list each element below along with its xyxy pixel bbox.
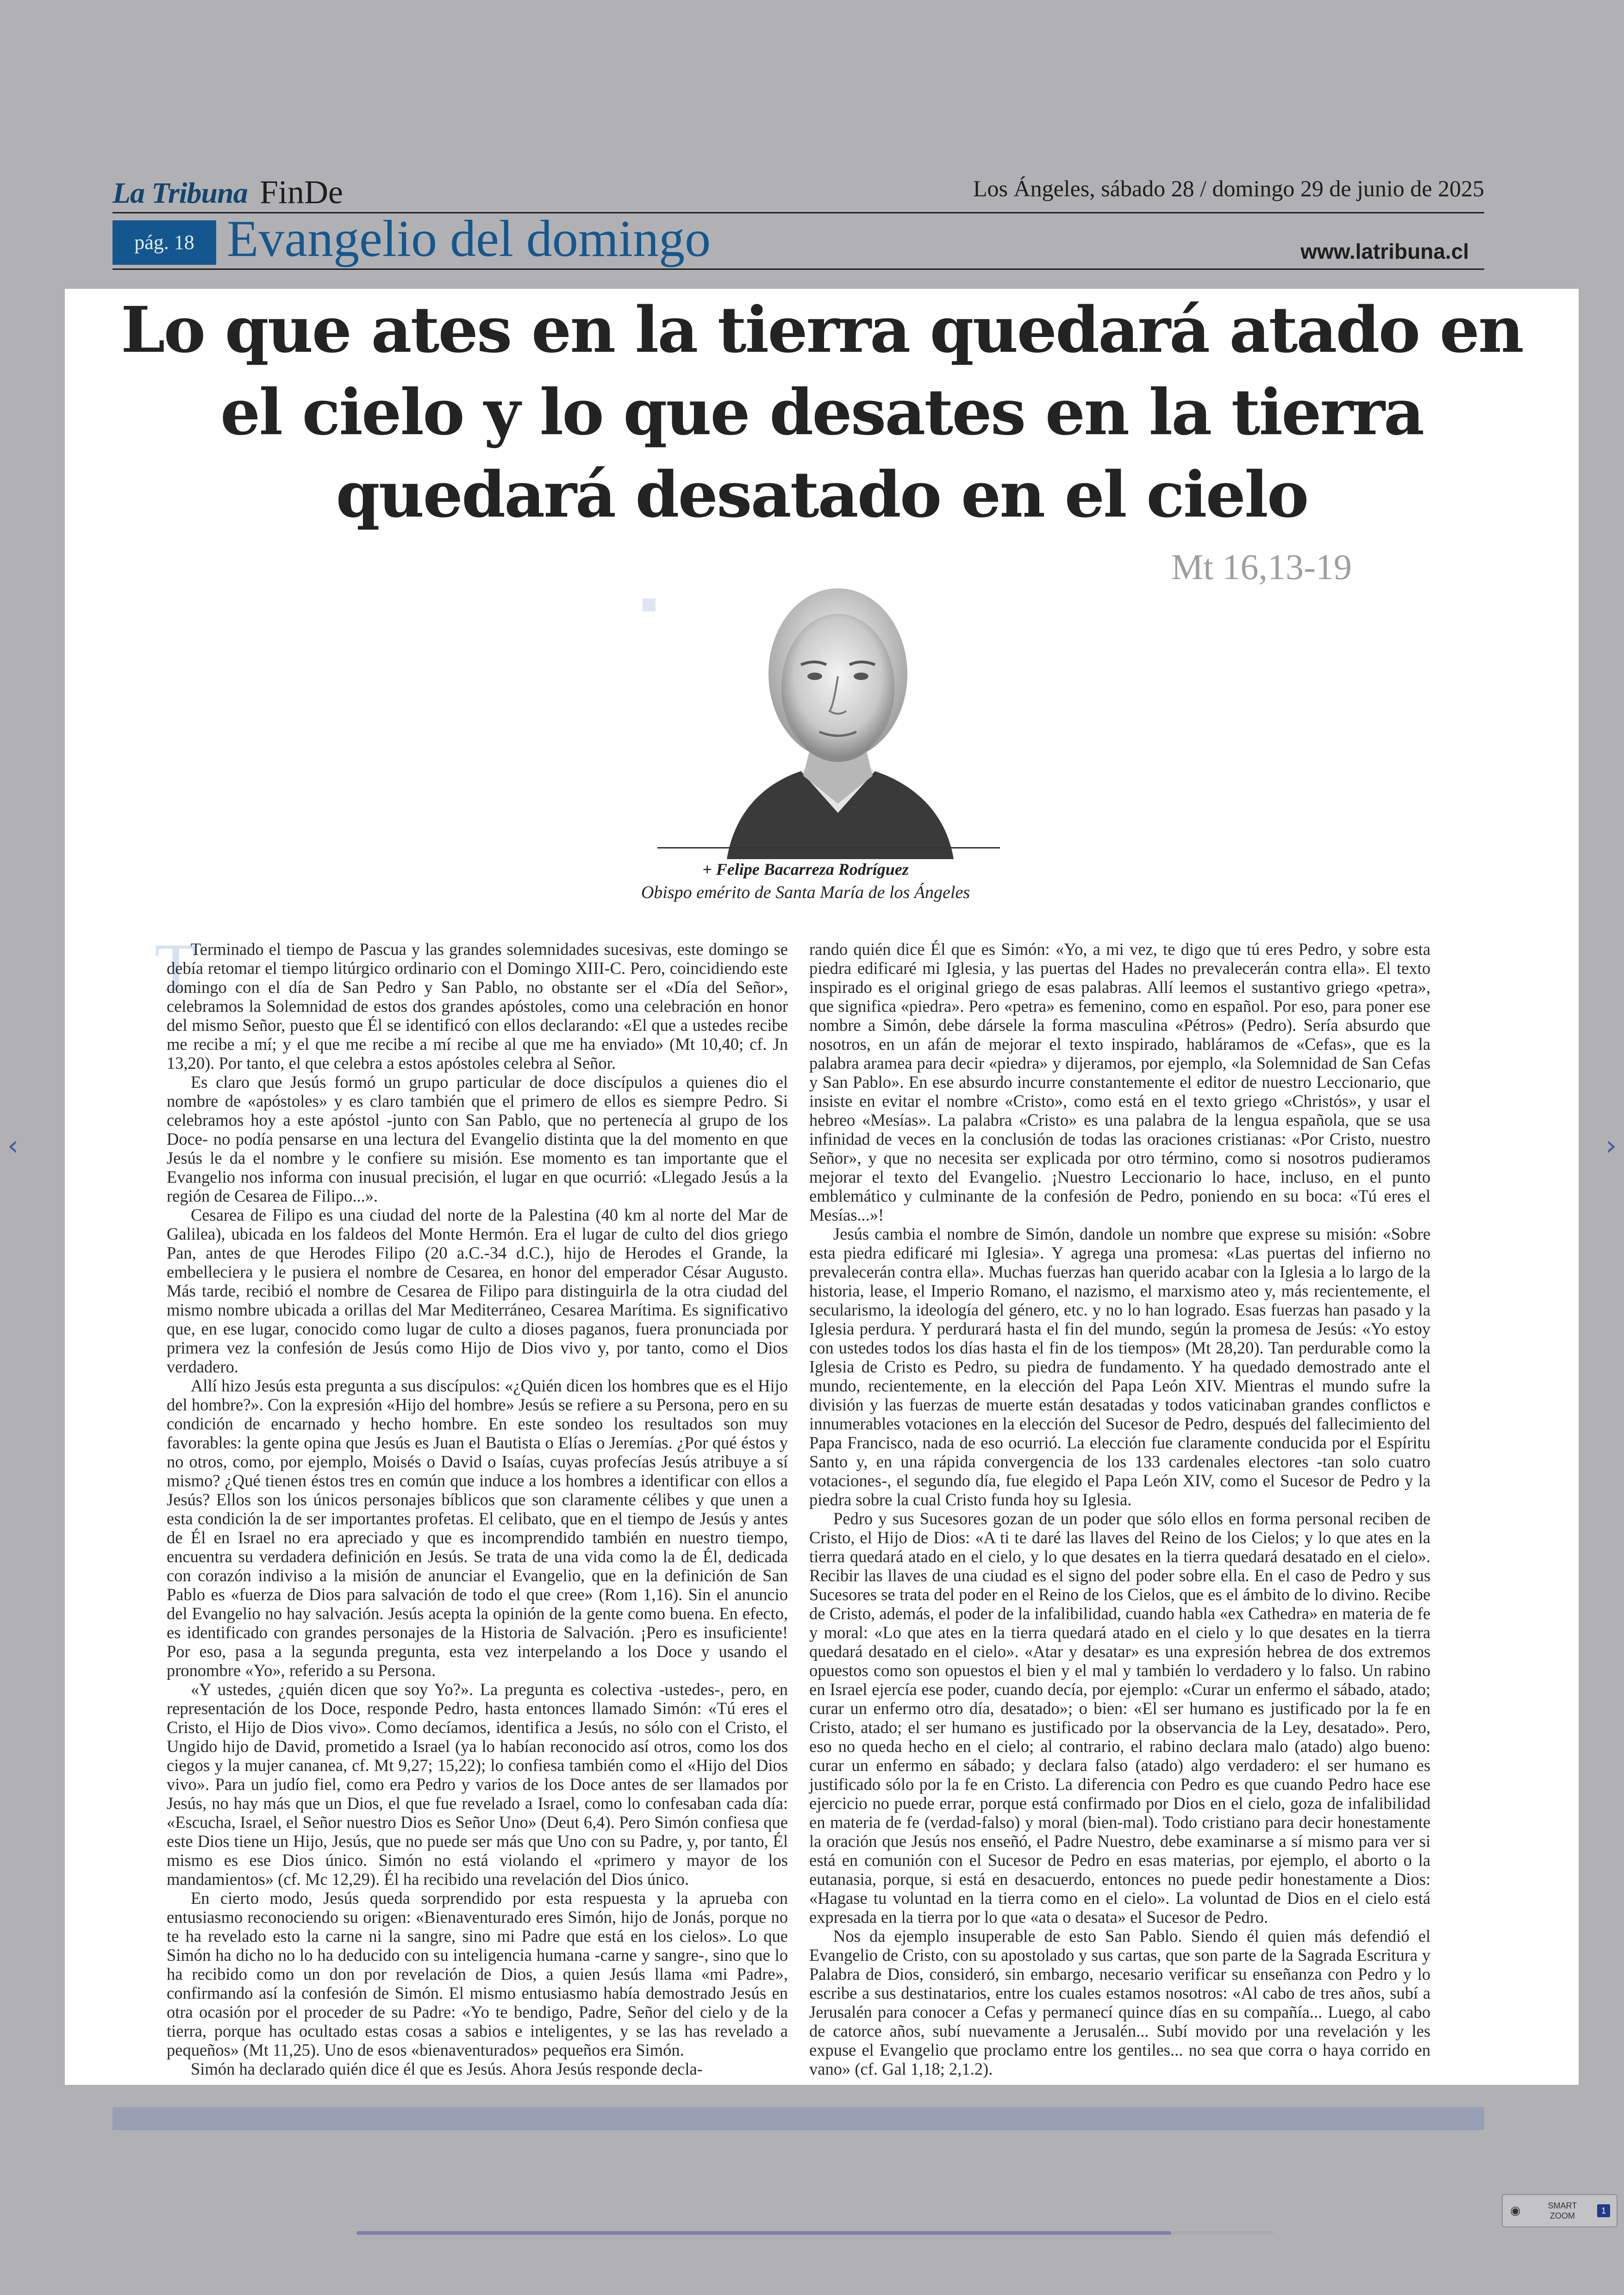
article-paragraph: Es claro que Jesús formó un grupo particular de doce discípulos a quienes dio el nombre de «apóstoles» y es claro también que el primero de ellos es siempre Pedro. Si celebramos hoy a este apóstol -junto con San Pablo, que no pertenecía al grupo de los Doce- no podía pensarse en una lectura del Evangelio distinta que la del momento en que Jesús le da el nombre y le confiere su misión. Ese momento es tan importante que el Evangelio nos informa con inusual precisión, el lugar en que ocurrió: «Llegado Jesús a la región de Cesarea de Filipo...». — [167, 1073, 788, 1205]
supplement-name: FinDe — [260, 174, 343, 211]
masthead — [112, 171, 1484, 213]
newspaper-logo: La Tribuna — [112, 176, 248, 209]
page-number-tag: pág. 18 — [112, 220, 216, 265]
horizontal-scrollbar-thumb[interactable] — [356, 2231, 1171, 2235]
website-url: www.latribuna.cl — [1300, 239, 1469, 263]
author-portrait — [685, 572, 991, 859]
article-paragraph: En cierto modo, Jesús queda sorprendido por esta respuesta y la aprueba con entusiasmo reconociendo su origen: «Bienaventurado eres Simón, hijo de Jonás, porque no te ha revelado esto la carne ni la sangre, sino mi Padre que está en los cielos». Lo que Simón ha dicho no lo ha deducido con su inteligencia humana -carne y sangre-, sino que lo ha recibido como un don por revelación de Dios, a quien Jesús llama «mi Padre», confirmando así la confesión de Simón. El mismo entusiasmo había demostrado Jesús en otra ocasión por el proceder de su Padre: «Yo te bendigo, Padre, Señor del cielo y de la tierra, porque has ocultado estas cosas a sabios e inteligentes, y se las has revelado a pequeños» (Mt 11,25). Uno de esos «bienaventurados» pequeños era Simón. — [167, 1889, 788, 2059]
smart-zoom-label: SMART ZOOM — [1548, 2201, 1577, 2220]
article-paragraph: Pedro y sus Sucesores gozan de un poder que sólo ellos en forma personal reciben de Cristo, el Hijo de Dios: «A ti te daré las llaves del Reino de los Cielos; y lo que ates en la tierra quedará atado en el cielo, y lo que desates en la tierra quedará desatado en el cielo». Recibir las llaves de una ciudad es el signo del poder sobre ella. En el caso de Pedro y sus Sucesores se trata del poder en el Reino de los Cielos, que es el ámbito de lo divino. Recibe de Cristo, además, el poder de la infalibilidad, cuando habla «ex Cathedra» en materia de fe y moral: «Lo que ates en la tierra quedará atado en el cielo y lo que desates en la tierra quedará desatado en el cielo». «Atar y desatar» es una expresión hebrea de dos extremos opuestos como son opuestos el bien y el mal y también lo verdadero y lo falso. Un rabino en Israel ejercía ese poder, cuando decía, por ejemplo: «Curar un enfermo el sábado, atado; curar un enfermo otro día, desatado»; o bien: «El ser humano es justificado por la fe en Cristo, atado; el ser humano es justificado por la observancia de la Ley, desatado». Pero, eso no queda hecho en el cielo; al contrario, el rabino declara malo (atado) algo bueno: curar un enfermo en sábado; y declara falso (atado) algo verdadero: el ser humano es justificado sólo por la fe en Cristo. La diferencia con Pedro es que cuando Pedro hace ese ejercicio no puede errar, porque está confirmado por Dios en el cielo, goza de infalibilidad en materia de fe (verdad-falso) y moral (bien-mal). Todo cristiano para decir honestamente la oración que Jesús nos enseñó, el Padre Nuestro, debe examinarse a sí mismo para ver si está en comunión con el Sucesor de Pedro en esas materias, por ejemplo, el aborto o la eutanasia, porque, si está en desacuerdo, entonces no puede pedir honestamente a Dios: «Hagase tu voluntad en la tierra como en el cielo». La voluntad de Dios en el cielo está expresada en la tierra por lo que «ata o desata» el Sucesor de Pedro. — [809, 1509, 1430, 1927]
chevron-right-icon[interactable]: › — [1605, 1129, 1617, 1162]
article-column-right — [809, 940, 1430, 2078]
article-paragraph: «Y ustedes, ¿quién dicen que soy Yo?». La pregunta es colectiva -ustedes-, pero, en representación de los Doce, responde Pedro, hasta entonces llamado Simón: «Tú eres el Cristo, el Hijo de Dios vivo». Como decíamos, identifica a Jesús, no sólo con el Cristo, el Ungido hijo de David, prometido a Israel (ya lo habían reconocido así otros, como los dos ciegos y la mujer cananea, cf. Mt 9,27; 15,22); lo confiesa también como el «Hijo del Dios vivo». Para un judío fiel, como era Pedro y varios de los Doce antes de ser llamados por Jesús, no hay más que un Dios, el que fue revelado a Israel, como lo confesaban cada día: «Escucha, Israel, el Señor nuestro Dios es Señor Uno» (Deut 6,4). Pero Simón confiesa que este Dios tiene un Hijo, Jesús, que no puede ser más que Uno con su Padre, y, por tanto, Él mismo es ese Dios único. Simón no está violando el «primero y mayor de los mandamientos» (cf. Mc 12,29). Él ha recibido una revelación del Dios único. — [167, 1680, 788, 1889]
portrait-divider — [657, 847, 1000, 848]
issue-date: Los Ángeles, sábado 28 / domingo 29 de junio de 2025 — [973, 175, 1484, 201]
smart-zoom-button[interactable] — [1502, 2194, 1618, 2227]
chevron-left-icon[interactable]: ‹ — [7, 1129, 19, 1162]
zoom-level-badge: 1 — [1597, 2204, 1610, 2217]
article-paragraph: Cesarea de Filipo es una ciudad del norte de la Palestina (40 km al norte del Mar de Galilea), ubicada en los faldeos del Monte Hermón. Era el lugar de culto del dios griego Pan, antes de que Herodes Filipo (20 a.C.-34 d.C.), hijo de Herodes el Grande, la embelleciera y le pusiera el nombre de Cesarea, en honor del emperador César Augusto. Más tarde, recibió el nombre de Cesarea de Filipo para distinguirla de la otra ciudad del mismo nombre ubicada a orillas del Mar Mediterráneo, Cesarea Marítima. Es significativo que, en ese lugar, conocido como lugar de culto a dioses paganos, fuera pronunciada por primera vez la confesión de Jesús como Hijo de Dios vivo y, por tanto, como el Dios verdadero. — [167, 1205, 788, 1376]
section-rule — [112, 268, 1484, 270]
gospel-reference: Mt 16,13-19 — [1171, 547, 1352, 587]
section-title: Evangelio del domingo — [227, 210, 711, 268]
eye-icon: ◉ — [1510, 2203, 1521, 2217]
article-column-left — [167, 940, 788, 2078]
article-paragraph: Allí hizo Jesús esta pregunta a sus discípulos: «¿Quién dicen los hombres que es el Hijo del hombre?». Con la expresión «Hijo del hombre» Jesús se refiere a su Persona, pero en su condición de encarnado y hecho hombre. En este sondeo los resultados son muy favorables: la gente opina que Jesús es Juan el Bautista o Elías o Jeremías. ¿Por qué éstos y no otros, como, por ejemplo, Moisés o David o Isaías, cuyas profecías Jesús atribuye a sí mismo? ¿Qué tienen éstos tres en común que induce a los hombres a identificar con ellos a Jesús? Ellos son los únicos personajes bíblicos que son claramente célibes y que unen a esta condición la de ser importantes profetas. El celibato, que en el tiempo de Jesús y antes de Él en Israel no era apreciado y que es incomprendido también en nuestro tiempo, encuentra su verdadera definición en Jesús. Se trata de una vida como la de Él, dedicada con corazón indiviso a la misión de anunciar el Evangelio, que en la definición de San Pablo es «fuerza de Dios para salvación de todo el que cree» (Rom 1,16). Sin el anuncio del Evangelio no hay salvación. Jesús acepta la opinión de la gente como buena. En efecto, es identificado con grandes personajes de la Historia de Salvación. ¡Pero es insuficiente! Por eso, pasa a la segunda pregunta, esta vez interpelando a los Doce y usando el pronombre «Yo», referido a su Persona. — [167, 1376, 788, 1680]
drop-cap-decoration: T — [155, 929, 197, 1006]
author-role: Obispo emérito de Santa María de los Ángeles — [641, 883, 970, 902]
footer-band — [112, 2107, 1484, 2130]
article-paragraph: Nos da ejemplo insuperable de esto San Pablo. Siendo él quien más defendió el Evangelio de Cristo, con su apostolado y sus cartas, que son parte de la Sagrada Escritura y Palabra de Dios, consideró, sin embargo, necesario verificar su enseñanza con Pedro y lo escribe a sus destinatarios, entre los cuales estamos nosotros: «Al cabo de tres años, subí a Jerusalén para conocer a Cefas y permanecí quince días en su compañía... Luego, al cabo de catorce años, subí nuevamente a Jerusalén... Subí movido por una revelación y les expuse el Evangelio que proclamo entre los gentiles... no sea que corra o haya corrido en vano» (cf. Gal 1,18; 2,1.2). — [809, 1927, 1430, 2078]
image-placeholder-icon — [643, 599, 656, 611]
article-paragraph: rando quién dice Él que es Simón: «Yo, a mi vez, te digo que tú eres Pedro, y sobre esta piedra edificaré mi Iglesia, y las puertas del Hades no prevalecerán contra ella». El texto inspirado es el original griego de esas palabras. Allí leemos el sustantivo griego «petra», que significa «piedra». Pero «petra» es femenino, como en español. Por eso, para poner ese nombre a Simón, debe dársele la forma masculina «Pétros» (Pedro). Sería absurdo que nosotros, en un afán de mejorar el texto inspirado, habláramos de «Cefas», que es la palabra aramea para decir «piedra» y dijeramos, por ejemplo, «la Solemnidad de San Cefas y San Pablo». En ese absurdo incurre constantemente el editor de nuestro Leccionario, que insiste en evitar el nombre «Cristo», como está en el texto griego «Christós», y usar el hebreo «Mesías». La palabra «Cristo» es una palabra de la lengua española, que se usa infinidad de veces en la conclusión de todas las oraciones cristianas: «Por Cristo, nuestro Señor», y que no necesita ser explicada por otro término, como si nosotros pudieramos mejorar el texto del Evangelio. ¡Nuestro Leccionario lo hace, incluso, en el punto emblemático y culminante de la confesión de Pedro, poniendo en su boca: «Tú eres el Mesías...»! — [809, 940, 1430, 1224]
article-paragraph: Jesús cambia el nombre de Simón, dandole un nombre que exprese su misión: «Sobre esta piedra edificaré mi Iglesia». Y agrega una promesa: «Las puertas del infierno no prevalecerán contra ella». Muchas fuerzas han querido acabar con la Iglesia a lo largo de la historia, lease, el Imperio Romano, el nazismo, el marxismo ateo y, más recientemente, el secularismo, la ideología del género, etc. y no lo han logrado. Esas fuerzas han pasado y la Iglesia perdura. Y perdurará hasta el fin del mundo, según la promesa de Jesús: «Yo estoy con ustedes todos los días hasta el fin de los tiempos» (Mt 28,20). Tan perdurable como la Iglesia de Cristo es Pedro, su piedra de fundamento. Y ha quedado demostrado ante el mundo, recientemente, en la elección del Papa León XIV. Mientras el mundo sufre la división y las fuerzas de muerte están desatadas y todos vaticinaban grandes conflictos e innumerables votaciones en la elección del Sucesor de Pedro, después del fallecimiento del Papa Francisco, nada de eso ocurrió. La elección fue claramente conducida por el Espíritu Santo y, en una rápida convergencia de los 133 cardenales electores -tan solo cuatro votaciones-, el segundo día, fue elegido el Papa León XIV, como el Sucesor de Pedro y la piedra sobre la cual Cristo funda hoy su Iglesia. — [809, 1224, 1430, 1509]
newspaper-page — [65, 289, 1579, 2085]
article-paragraph: Terminado el tiempo de Pascua y las grandes solemnidades sucesivas, este domingo se debía retomar el tiempo litúrgico ordinario con el Domingo XIII-C. Pero, coincidiendo este domingo con el día de San Pedro y San Pablo, no obstante ser el «Día del Señor», celebramos la Solemnidad de estos dos grandes apóstoles, como una celebración en honor del mismo Señor, puesto que Él se identificó con ellos declarando: «El que a ustedes recibe me recibe a mí; y el que me recibe a mí recibe al que me ha enviado» (Mt 10,40; cf. Jn 13,20). Por tanto, el que celebra a estos apóstoles celebra al Señor. — [167, 940, 788, 1073]
author-name: + Felipe Bacarreza Rodríguez — [702, 860, 909, 879]
article-headline: Lo que ates en la tierra quedará atado en el cielo y lo que desates en la tierra quedará desatado en el cielo — [120, 293, 1523, 532]
article-paragraph: Simón ha declarado quién dice él que es Jesús. Ahora Jesús responde decla- — [191, 2059, 703, 2078]
